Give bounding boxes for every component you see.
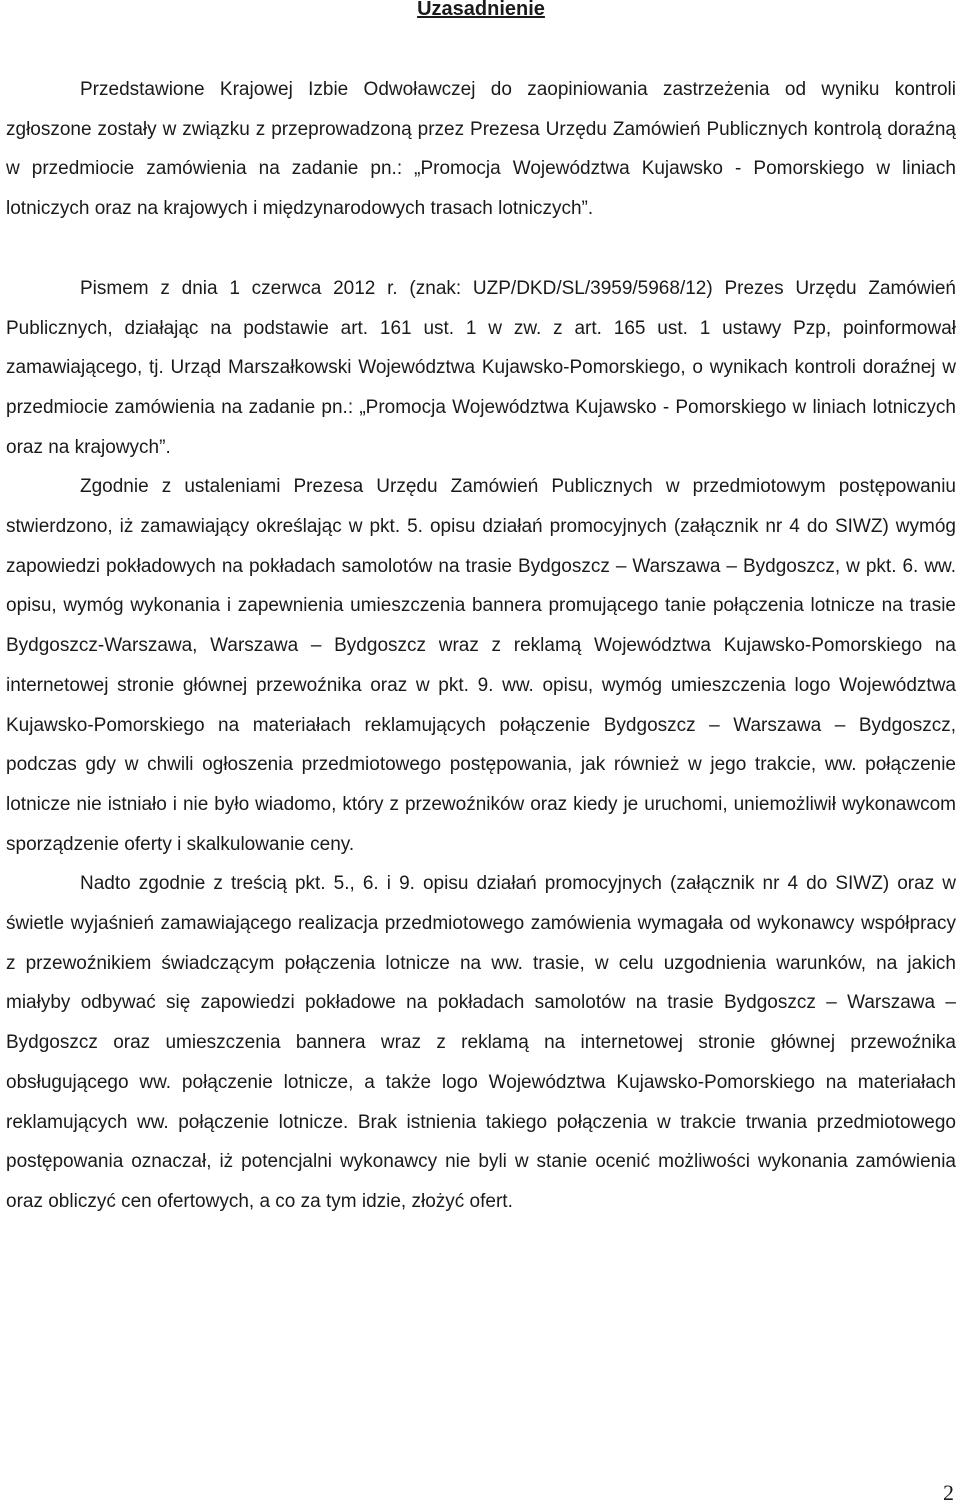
- page-number: 2: [943, 1480, 954, 1505]
- paragraph-intro: Przedstawione Krajowej Izbie Odwoławczej do zaopiniowania zastrzeżenia od wyniku kontroli zgłoszone zostały w związku z przeprowadzoną przez Prezesa Urzędu Zamówień Publicznych kontrolą doraźną w przedmiocie zamówienia na zadanie pn.: „Promocja Województwa Kujawsko - Pomorskiego w liniach lotniczych oraz na krajowych i międzynarodowych trasach lotniczych”.: [6, 79, 956, 220]
- document-title: Uzasadnienie: [417, 0, 545, 20]
- paragraph-findings: Zgodnie z ustaleniami Prezesa Urzędu Zamówień Publicznych w przedmiotowym postępowaniu stwierdzono, iż zamawiający określając w pkt. 5. opisu działań promocyjnych (załącznik nr 4 do SIWZ) wymóg zapowiedzi pokładowych na pokładach samolotów na trasie Bydgoszcz – Warszawa – Bydgoszcz, w pkt. 6. ww. opisu, wymóg wykonania i zapewnienia umieszczenia bannera promującego tanie połączenia lotnicze na trasie Bydgoszcz-Warszawa, Warszawa – Bydgoszcz wraz z reklamą Województwa Kujawsko-Pomorskiego na internetowej stronie głównej przewoźnika oraz w pkt. 9. ww. opisu, wymóg umieszczenia logo Województwa Kujawsko-Pomorskiego na materiałach reklamujących połączenie Bydgoszcz – Warszawa – Bydgoszcz, podczas gdy w chwili ogłoszenia przedmiotowego postępowania, jak również w jego trakcie, ww. połączenie lotnicze nie istniało i nie było wiadomo, który z przewoźników oraz kiedy je uruchomi, uniemożliwił wykonawcom sporządzenie oferty i skalkulowanie ceny.: [6, 476, 956, 855]
- paragraph-letter: Pismem z dnia 1 czerwca 2012 r. (znak: UZP/DKD/SL/3959/5968/12) Prezes Urzędu Zamówień Publicznych, działając na podstawie art. 161 ust. 1 w zw. z art. 165 ust. 1 ustawy Pzp, poinformował zamawiającego, tj. Urząd Marszałkowski Województwa Kujawsko-Pomorskiego, o wynikach kontroli doraźnej w przedmiocie zamówienia na zadanie pn.: „Promocja Województwa Kujawsko - Pomorskiego w liniach lotniczych oraz na krajowych”.: [6, 277, 956, 458]
- document-page: [6, 0, 956, 1222]
- paragraph-additional: Nadto zgodnie z treścią pkt. 5., 6. i 9. opisu działań promocyjnych (załącznik nr 4 do SIWZ) oraz w świetle wyjaśnień zamawiającego realizacja przedmiotowego zamówienia wymagała od wykonawcy współpracy z przewoźnikiem świadczącym połączenia lotnicze na ww. trasie, w celu uzgodnienia warunków, na jakich miałyby odbywać się zapowiedzi pokładowe na pokładach samolotów na trasie Bydgoszcz – Warszawa – Bydgoszcz oraz umieszczenia bannera wraz z reklamą na internetowej stronie głównej przewoźnika obsługującego ww. połączenie lotnicze, a także logo Województwa Kujawsko-Pomorskiego na materiałach reklamujących ww. połączenie lotnicze. Brak istnienia takiego połączenia w trakcie trwania przedmiotowego postępowania oznaczał, iż potencjalni wykonawcy nie byli w stanie ocenić możliwości wykonania zamówienia oraz obliczyć cen ofertowych, a co za tym idzie, złożyć ofert.: [6, 873, 956, 1212]
